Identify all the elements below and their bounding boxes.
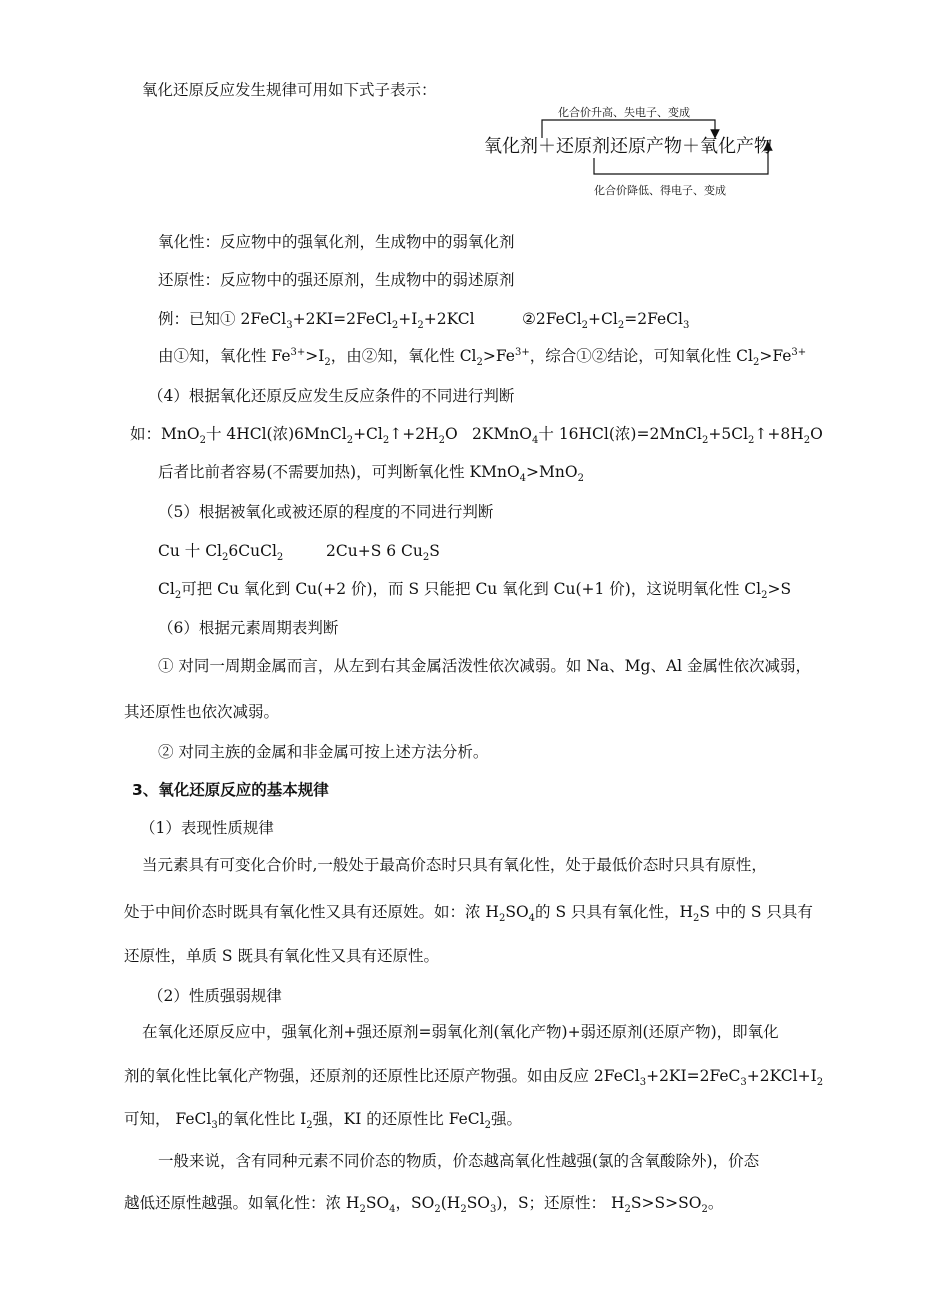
heading-5: （5）根据被氧化或被还原的程度的不同进行判断 [158,503,494,521]
example-4-note: 后者比前者容易(不需要加热)，可判断氧化性 KMnO$_4$>MnO$_2$ [158,463,584,485]
diagram-top-label: 化合价升高、失电子、变成 [558,106,690,119]
periodic-rule-1a: ① 对同一周期金属而言，从左到右其金属活泼性依次减弱。如 Na、Mg、Al 金属性依次减弱， [158,657,812,675]
example-5-reaction-1: Cu 十 $Cl_26CuCl_2$ [158,542,284,564]
subsection-2-para-2: 剂的氧化性比氧化产物强，还原剂的还原性比还原产物强。如由反应 $2FeCl_3+2KI=2FeC_3+2KCl+I_2$ [124,1067,824,1089]
subsection-1-para-2: 处于中间价态时既具有氧化性又具有还原姓。如：浓 $H_2SO_4$的 S 只具有氧化性，$H_2S$ 中的 S 只具有 [124,903,813,925]
subsection-2-para-3: 可知， FeCl$_3$的氧化性比 $I_2$强，KI 的还原性比 FeCl$_2$强。 [124,1110,522,1132]
subsection-2-title: （2）性质强弱规律 [148,987,282,1005]
example-5-reaction-2: 2Cu+S 6 $Cu_2S$ [326,542,440,564]
example-line: 例：已知① $2FeCl_3+2KI=2FeCl_2+I_2+2KCl$ [158,310,475,332]
reaction-rule-diagram [470,100,790,210]
example-4-reaction-1: 如：MnO$_2$十 4HCl(浓)$6MnCl_2+Cl_2↑+2H_2O$ [130,425,458,447]
subsection-2-para-5: 越低还原性越强。如氧化性：浓 $H_2SO_4$，$SO_2(H_2SO_3)$，S；还原性： $H_2S>S>SO_2$。 [124,1194,724,1216]
example-conclusion: 由①知，氧化性 $Fe^{3+}>I_2$，由②知，氧化性 $Cl_2>Fe^{3+}$，综合①②结论，可知氧化性 $Cl_2>Fe^{3+}$ [158,346,807,369]
subsection-2-para-1: 在氧化还原反应中，强氧化剂+强还原剂=弱氧化剂(氧化产物)+弱还原剂(还原产物)，即氧化 [142,1023,779,1041]
intro-text: 氧化还原反应发生规律可用如下式子表示： [142,81,437,99]
subsection-2-para-4: 一般来说，含有同种元素不同价态的物质，价态越高氧化性越强(氯的含氧酸除外)，价态 [158,1152,760,1170]
oxidizing-rule: 氧化性：反应物中的强氧化剂，生成物中的弱氧化剂 [158,233,515,251]
reducing-rule: 还原性：反应物中的强还原剂，生成物中的弱述原剂 [158,271,515,289]
subsection-1-para-3: 还原性，单质 S 既具有氧化性又具有还原性。 [124,947,439,965]
heading-6: （6）根据元素周期表判断 [158,619,339,637]
example-reaction-2: $②2FeCl_2+Cl_2=2FeCl_3$ [522,310,690,332]
example-4-reaction-2: 2KMnO$_4$十 16HCl(浓)$=2MnCl_2+5Cl_2↑+8H_2O$ [472,425,823,447]
heading-4: （4）根据氧化还原反应发生反应条件的不同进行判断 [148,387,515,405]
example-5-note: $Cl_2$可把 Cu 氧化到 Cu(+2 价)，而 S 只能把 Cu 氧化到 Cu(+1 价)，这说明氧化性 $Cl_2>S$ [158,580,792,602]
subsection-1-title: （1）表现性质规律 [140,819,274,837]
subsection-1-para-1: 当元素具有可变化合价时,一般处于最高价态时只具有氧化性，处于最低价态时只具有原性， [142,856,767,874]
periodic-rule-1b: 其还原性也依次减弱。 [124,703,280,721]
section-3-title: 3、氧化还原反应的基本规律 [132,781,329,799]
periodic-rule-2: ② 对同主族的金属和非金属可按上述方法分析。 [158,743,489,761]
diagram-bottom-label: 化合价降低、得电子、变成 [594,184,726,197]
diagram-equation: 氧化剂＋还原剂还原产物＋氧化产物 [484,136,772,157]
